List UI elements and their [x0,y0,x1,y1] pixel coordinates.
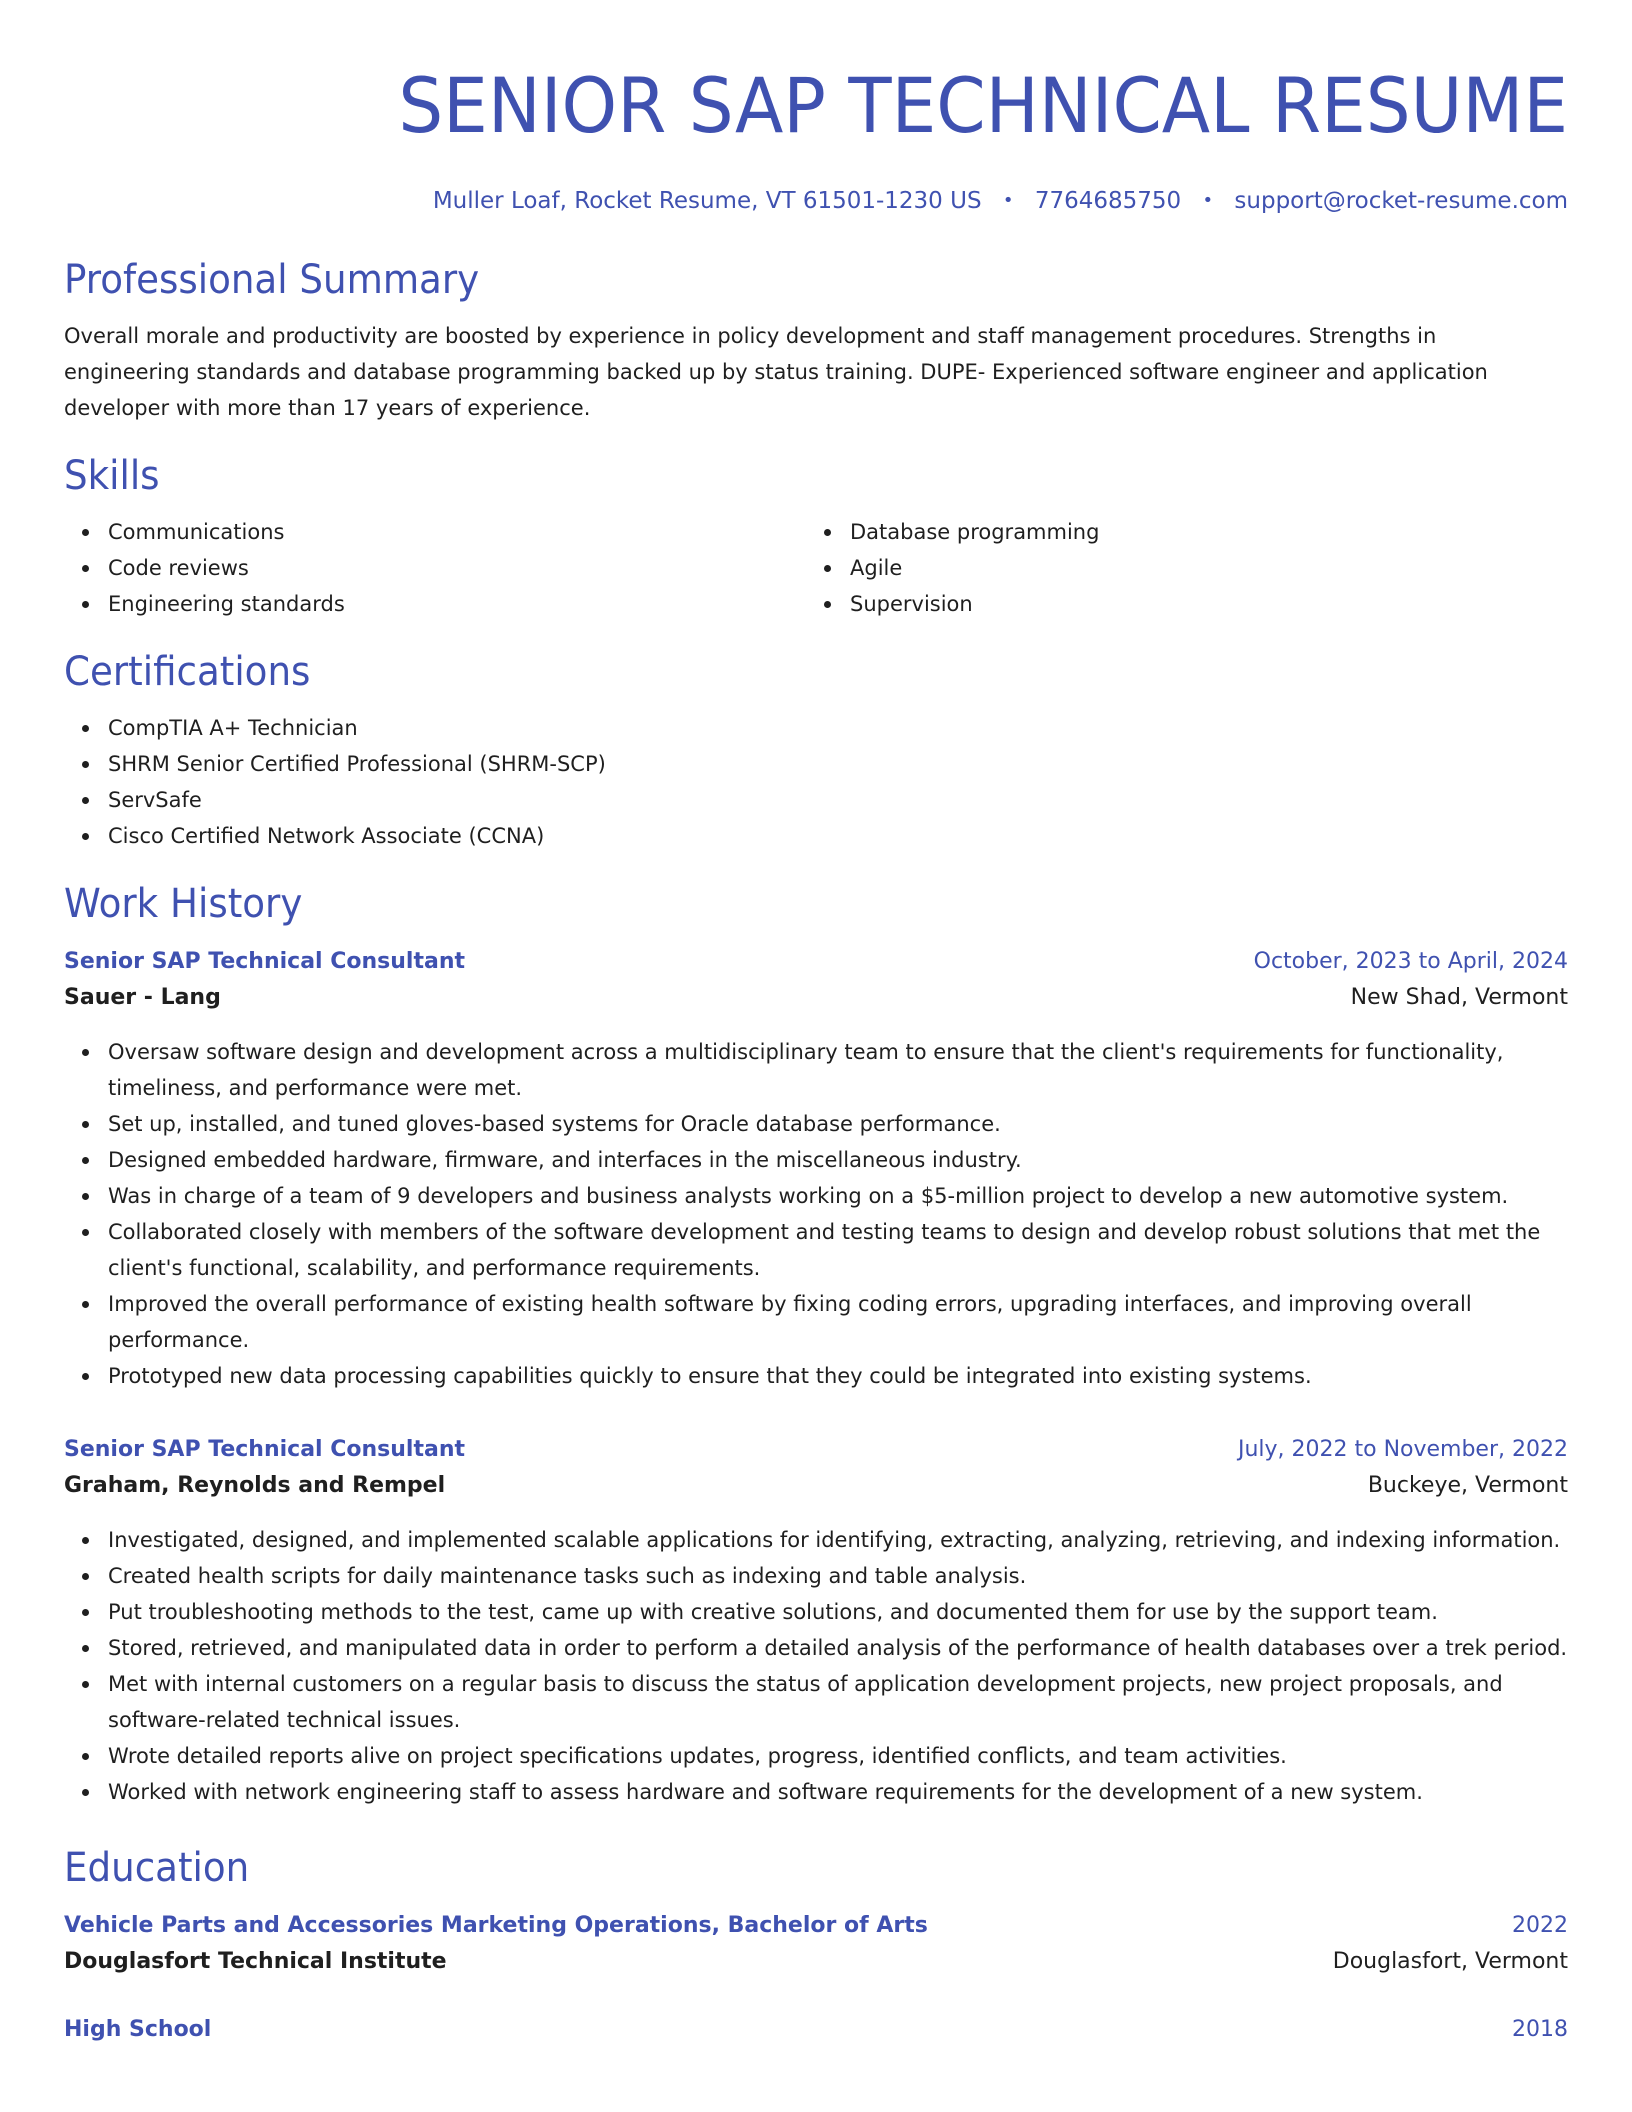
job-location: Buckeye, Vermont [1367,1473,1568,1498]
skills-heading: Skills [64,453,160,499]
certifications-heading: Certifications [64,649,311,695]
education-school-row [64,1944,1568,1980]
job-title: Senior SAP Technical Consultant [64,1437,466,1462]
contact-separator: • [1002,190,1014,211]
job-entry [64,1432,1568,1810]
skill-item: Database programming [850,514,1548,550]
education-degree: Vehicle Parts and Accessories Marketing Operations, Bachelor of Arts [64,1913,928,1938]
contact-address: Muller Loaf, Rocket Resume, VT 61501-1230 US [432,188,982,214]
job-bullets [64,1034,1568,1394]
skills-section [64,450,1568,622]
job-bullet: Investigated, designed, and implemented scalable applications for identifying, extracting, analyzing, retrieving, and indexing information. [108,1522,1568,1558]
skills-grid [64,514,1568,622]
contact-separator: • [1202,190,1214,211]
job-company: Sauer - Lang [64,985,221,1010]
education-entry [64,2012,1568,2048]
education-header-row [64,1908,1568,1944]
education-section [64,1842,1568,2048]
certifications-section [64,646,1568,854]
summary-section [64,254,1568,426]
job-company-row [64,980,1568,1016]
skill-item: Supervision [850,586,1548,622]
job-bullet: Oversaw software design and development across a multidisciplinary team to ensure that the client's requirements for functionality, timeliness, and performance were met. [108,1034,1568,1106]
job-bullet: Worked with network engineering staff to assess hardware and software requirements for the development of a new system. [108,1774,1568,1810]
resume-title: SENIOR SAP TECHNICAL RESUME [398,61,1569,150]
job-dates: October, 2023 to April, 2024 [1253,949,1568,974]
contact-phone[interactable]: 7764685750 [1034,188,1182,214]
job-bullet: Set up, installed, and tuned gloves-based systems for Oracle database performance. [108,1106,1568,1142]
job-entry [64,944,1568,1394]
work-history-heading: Work History [64,881,303,927]
skills-column-left [64,514,806,622]
job-header-row [64,1432,1568,1468]
contact-email[interactable]: support@rocket-resume.com [1234,188,1568,214]
education-header-row [64,2012,1568,2048]
education-entry [64,1908,1568,1980]
skill-item: Engineering standards [108,586,806,622]
education-heading: Education [64,1845,250,1891]
work-history-section [64,878,1568,1810]
certification-item: CompTIA A+ Technician [108,710,1568,746]
education-year: 2022 [1512,1913,1568,1938]
job-bullet: Created health scripts for daily maintenance tasks such as indexing and table analysis. [108,1558,1568,1594]
contact-line [64,186,1568,216]
job-bullet: Was in charge of a team of 9 developers and business analysts working on a $5-million project to develop a new automotive system. [108,1178,1568,1214]
education-degree: High School [64,2017,212,2042]
job-bullet: Met with internal customers on a regular basis to discuss the status of application development projects, new project proposals, and software-related technical issues. [108,1666,1568,1738]
certification-item: Cisco Certified Network Associate (CCNA) [108,818,1568,854]
resume-header [64,56,1568,216]
summary-heading: Professional Summary [64,257,480,303]
certification-item: SHRM Senior Certified Professional (SHRM-SCP) [108,746,1568,782]
job-bullet: Prototyped new data processing capabilities quickly to ensure that they could be integrated into existing systems. [108,1358,1568,1394]
skills-list-right [806,514,1548,622]
certifications-list [64,710,1568,854]
job-company-row [64,1468,1568,1504]
certification-item: ServSafe [108,782,1568,818]
skill-item: Agile [850,550,1548,586]
skills-list-left [64,514,806,622]
summary-text: Overall morale and productivity are boosted by experience in policy development and staff management procedures. Strengths in engineering standards and database programming backed up by status training. DUPE- Experienced software engineer and application developer with more than 17 years of experience. [64,324,1488,420]
job-bullet: Stored, retrieved, and manipulated data in order to perform a detailed analysis of the performance of health databases over a trek period. [108,1630,1568,1666]
job-title: Senior SAP Technical Consultant [64,949,466,974]
education-year: 2018 [1512,2017,1568,2042]
job-bullet: Designed embedded hardware, firmware, and interfaces in the miscellaneous industry. [108,1142,1568,1178]
education-location: Douglasfort, Vermont [1332,1949,1568,1974]
job-location: New Shad, Vermont [1350,985,1568,1010]
skill-item: Communications [108,514,806,550]
job-company: Graham, Reynolds and Rempel [64,1473,446,1498]
job-header-row [64,944,1568,980]
job-bullet: Improved the overall performance of existing health software by fixing coding errors, upgrading interfaces, and improving overall performance. [108,1286,1568,1358]
job-bullet: Put troubleshooting methods to the test, came up with creative solutions, and documented them for use by the support team. [108,1594,1568,1630]
job-bullet: Wrote detailed reports alive on project specifications updates, progress, identified conflicts, and team activities. [108,1738,1568,1774]
job-bullet: Collaborated closely with members of the software development and testing teams to design and develop robust solutions that met the client's functional, scalability, and performance requirements. [108,1214,1568,1286]
job-bullets [64,1522,1568,1810]
skills-column-right [806,514,1548,622]
education-school: Douglasfort Technical Institute [64,1949,447,1974]
job-dates: July, 2022 to November, 2022 [1237,1437,1568,1462]
skill-item: Code reviews [108,550,806,586]
